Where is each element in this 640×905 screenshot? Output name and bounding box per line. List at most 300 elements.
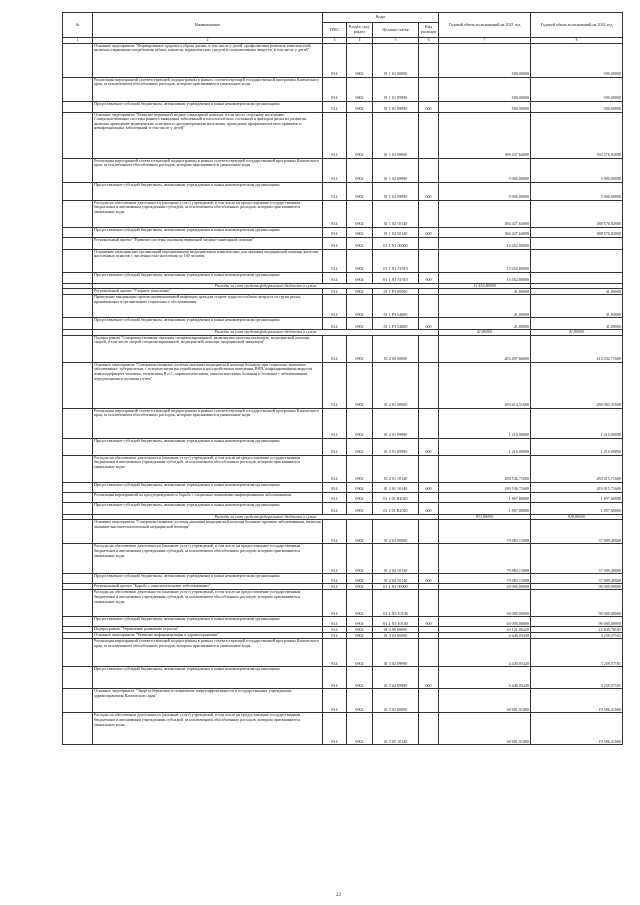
grbs-cell: 814 — [323, 249, 347, 272]
section-cell: 0902 — [347, 158, 373, 182]
target-article-cell: 01 1 02 00000 — [373, 112, 419, 158]
number-cell — [63, 544, 93, 574]
section-cell: 0902 — [347, 408, 373, 438]
expense-type-cell — [419, 335, 439, 362]
grbs-cell: 814 — [323, 713, 347, 745]
name-cell: Предоставление субсидий бюджетным, автономным учреждениям и иным некоммерческим организациям — [93, 502, 323, 514]
amount-2021-cell: 403 497,66600 — [439, 335, 531, 362]
section-cell: 0902 — [347, 289, 373, 295]
target-article-cell: 01 2 02 00000 — [373, 520, 419, 544]
name-cell: Предоставление субсидий бюджетным, автономным учреждениям и иным некоммерческим организациям — [93, 182, 323, 200]
target-article-cell: 01 3 05 10140 — [373, 713, 419, 745]
target-article-cell: 01 3 02 09990 — [373, 639, 419, 667]
target-article-cell: 01 2 01 00000 — [373, 362, 419, 408]
amount-2022-cell: 57 009,40000 — [531, 574, 623, 584]
grbs-cell: 814 — [323, 295, 347, 318]
expense-type-cell: 600 — [419, 502, 439, 514]
amount-2022-cell: 500,00000 — [531, 77, 623, 101]
grbs-cell: 814 — [323, 335, 347, 362]
number-cell — [63, 43, 93, 77]
name-cell: Предоставление субсидий бюджетным, автономным учреждениям и иным некоммерческим организациям — [93, 318, 323, 330]
expense-type-cell: 600 — [419, 438, 439, 455]
name-cell: Реализация мероприятий по предупреждению и борьбе с социально значимыми инфекционными заболеваниями — [93, 492, 323, 502]
amount-2022-cell: 283 015,71600 — [531, 482, 623, 492]
amount-2022-cell — [531, 237, 623, 249]
table-row — [63, 617, 623, 627]
header-vr: Вид расходов — [419, 23, 439, 38]
number-cell — [63, 639, 93, 667]
amount-2021-cell: 38 681,01000 — [439, 689, 531, 713]
amount-2022-cell: 1 210,00000 — [531, 408, 623, 438]
name-cell: Основное мероприятие "Энергосбережение и повышение энергоэффективности в государственных учреждениях здравоохранения Камчатского края" — [93, 689, 323, 713]
grbs-cell: 814 — [323, 112, 347, 158]
number-cell — [63, 318, 93, 330]
amount-2021-cell: 41,80000 — [439, 318, 531, 330]
index-cell: 1 — [63, 38, 93, 44]
table-row — [63, 272, 623, 283]
amount-2022-cell: 3 259,57181 — [531, 639, 623, 667]
name-cell: Реализация мероприятий соответствующей подпрограммы в рамках соответствующей государственной программы Камчатского края, за исключением обособленных расходов, которым присваиваются уникальные коды — [93, 158, 323, 182]
target-article-cell: 01 1 P3 54680 — [373, 295, 419, 318]
expense-type-cell — [419, 639, 439, 667]
grbs-cell: 814 — [323, 289, 347, 295]
section-cell: 0902 — [347, 627, 373, 633]
grbs-cell: 814 — [323, 617, 347, 627]
table-row — [63, 101, 623, 112]
amount-2021-cell: 5 000,00000 — [439, 158, 531, 182]
amount-2021-cell: 280 536,71600 — [439, 482, 531, 492]
margin-mark: · — [8, 538, 10, 543]
table-row — [63, 200, 623, 227]
grbs-cell: 814 — [323, 520, 347, 544]
header-number: № — [63, 13, 93, 38]
amount-2022-cell: 41,80000 — [531, 289, 623, 295]
expense-type-cell: 600 — [419, 272, 439, 283]
section-cell: 0902 — [347, 639, 373, 667]
name-cell: Предоставление субсидий бюджетным, автономным учреждениям и иным некоммерческим организациям — [93, 617, 323, 627]
grbs-cell: 814 — [323, 182, 347, 200]
expense-type-cell — [419, 295, 439, 318]
number-cell — [63, 112, 93, 158]
amount-2022-cell: 286 083,31600 — [531, 362, 623, 408]
table-row — [63, 237, 623, 249]
index-cell: 2 — [93, 38, 323, 44]
grbs-cell: 814 — [323, 574, 347, 584]
name-cell: Проведение вакцинации против пневмококковой инфекции граждан старше трудоспособного возраста из групп риска, проживающих в организациях социального обслуживания — [93, 295, 323, 318]
amount-2021-cell: 79 883,15000 — [439, 520, 531, 544]
section-cell: 0902 — [347, 633, 373, 639]
section-cell: 0902 — [347, 617, 373, 627]
header-2021: Годовой объем ассигнований на 2021 год — [439, 13, 531, 38]
number-cell — [63, 667, 93, 689]
number-cell — [63, 713, 93, 745]
target-article-cell: 01 1 N1 51910 — [373, 272, 419, 283]
section-cell: 0902 — [347, 77, 373, 101]
amount-2021-cell: 500,00000 — [439, 43, 531, 77]
grbs-cell: 814 — [323, 590, 347, 617]
name-cell: Подпрограмма "Совершенствование оказания специализированной, включая высокотехнологичную, медицинской помощи, скорой, в том числе скорой специализированной, медицинской помощи, медицинской эвакуации" — [93, 335, 323, 362]
table-row — [63, 318, 623, 330]
grbs-cell: 814 — [323, 502, 347, 514]
grbs-cell: 814 — [323, 227, 347, 237]
amount-2022-cell: 283 015,71600 — [531, 455, 623, 482]
section-cell: 0902 — [347, 318, 373, 330]
target-article-cell: 01 2 00 00000 — [373, 335, 419, 362]
target-article-cell: 01 3 02 00000 — [373, 633, 419, 639]
table-body — [63, 43, 623, 745]
amount-2022-cell: 90 000,00000 — [531, 584, 623, 590]
amount-2021-cell: 1 867,80000 — [439, 492, 531, 502]
expense-type-cell — [419, 200, 439, 227]
expense-type-cell — [419, 544, 439, 574]
amount-2021-cell: 41,80000 — [439, 330, 531, 336]
number-cell — [63, 237, 93, 249]
name-cell: Основное мероприятие "Формирование здорового образа жизни, в том числе у детей, профилактика развития зависимостей, включая сокращение потребления табака, алкоголя, наркотических средств и психоактивных веществ, в том числе у детей" — [93, 43, 323, 77]
amount-2022-cell: 90 000,00000 — [531, 617, 623, 627]
grbs-cell: 814 — [323, 639, 347, 667]
section-cell: 0902 — [347, 502, 373, 514]
table-row — [63, 182, 623, 200]
expense-type-cell — [419, 408, 439, 438]
expense-type-cell — [419, 362, 439, 408]
section-cell: 0902 — [347, 713, 373, 745]
amount-2021-cell: 5 000,00000 — [439, 182, 531, 200]
grbs-cell: 814 — [323, 482, 347, 492]
grbs-cell: 814 — [323, 584, 347, 590]
name-cell: Основное мероприятие "Развитие первичной медико-санитарной помощи, в том числе сельскому населению. Совершенствование системы раннего выявления заболеваний и патологических состояний и факторов риска их развития, включая проведение медицинских осмотров и диспансеризации населения, проведение профилактических прививок и неинфекционных заболеваний, в том числе у детей" — [93, 112, 323, 158]
amount-2021-cell: 79 883,15000 — [439, 574, 531, 584]
section-cell: 0902 — [347, 438, 373, 455]
target-article-cell: 01 3 05 00000 — [373, 689, 419, 713]
grbs-cell: 814 — [323, 438, 347, 455]
number-cell — [63, 438, 93, 455]
section-cell: 0902 — [347, 482, 373, 492]
header-section: Раздел, под-раздел — [347, 23, 373, 38]
number-cell — [63, 689, 93, 713]
grbs-cell: 814 — [323, 158, 347, 182]
index-cell: 6 — [419, 38, 439, 44]
table-row — [63, 713, 623, 745]
amount-2022-cell: 22 845,78181 — [531, 627, 623, 633]
header-codes: Коды — [323, 13, 439, 23]
section-cell: 0902 — [347, 689, 373, 713]
section-cell: 0902 — [347, 492, 373, 502]
section-cell: 0902 — [347, 335, 373, 362]
amount-2022-cell: 5 000,00000 — [531, 158, 623, 182]
grbs-cell: 814 — [323, 627, 347, 633]
budget-table — [62, 12, 623, 745]
name-cell: Основное мероприятие "Совершенствование системы оказания медицинской помощи больным при социально-значимых заболеваниях: туберкулезом, с психическими расстройствами и расстройствами поведения, ВИЧ, инфицированным вирусом иммунодефицита человека, гепатитами В и С, наркологическими, онкологическими больным и больным с заболеваниями, передающимися половым путем" — [93, 362, 323, 408]
target-article-cell: 01 1 02 09990 — [373, 182, 419, 200]
name-cell: Предоставление субсидий бюджетным, автономным учреждениям и иным некоммерческим организациям — [93, 438, 323, 455]
amount-2021-cell: 500,00000 — [439, 101, 531, 112]
amount-2021-cell: 4 440,05420 — [439, 633, 531, 639]
number-cell — [63, 101, 93, 112]
table-row — [63, 574, 623, 584]
number-cell — [63, 272, 93, 283]
target-article-cell: 01 1 02 09990 — [373, 158, 419, 182]
amount-2022-cell: 19 586,21000 — [531, 689, 623, 713]
target-article-cell: 01 2 N3 10140 — [373, 590, 419, 617]
name-cell: Реализация мероприятий соответствующей подпрограммы в рамках соответствующей государственной программы Камчатского края, за исключением обособленных расходов, которым присваиваются уникальные коды — [93, 639, 323, 667]
amount-2021-cell: 500,00000 — [439, 77, 531, 101]
target-article-cell: 01 2 N3 00000 — [373, 584, 419, 590]
number-cell — [63, 77, 93, 101]
section-cell: 0902 — [347, 584, 373, 590]
number-cell — [63, 335, 93, 362]
grbs-cell: 814 — [323, 362, 347, 408]
amount-2022-cell: 1 210,00000 — [531, 438, 623, 455]
amount-2021-cell: 4 440,05420 — [439, 667, 531, 689]
amount-2021-cell: 13 452,80000 — [439, 249, 531, 272]
amount-2021-cell: 79 883,15000 — [439, 544, 531, 574]
name-cell: Региональный проект "Развитие системы оказания первичной медико-санитарной помощи" — [93, 237, 323, 249]
expense-type-cell — [419, 590, 439, 617]
number-cell — [63, 182, 93, 200]
grbs-cell: 814 — [323, 408, 347, 438]
amount-2021-cell: 4 440,05420 — [439, 639, 531, 667]
table-row — [63, 590, 623, 617]
expense-type-cell: 600 — [419, 617, 439, 627]
amount-2022-cell: 500,00000 — [531, 101, 623, 112]
table-row — [63, 112, 623, 158]
target-article-cell: 01 1 01 09990 — [373, 101, 419, 112]
amount-2021-cell: 933,80000 — [439, 514, 531, 520]
amount-2021-cell: 40 000,00000 — [439, 617, 531, 627]
target-article-cell: 01 1 01 00000 — [373, 43, 419, 77]
section-cell: 0902 — [347, 101, 373, 112]
amount-2021-cell: 1 210,00000 — [439, 408, 531, 438]
amount-2021-cell: 40 000,00000 — [439, 590, 531, 617]
amount-2022-cell: 57 009,40000 — [531, 520, 623, 544]
index-cell: 7 — [439, 38, 531, 44]
table-row — [63, 502, 623, 514]
grbs-cell: 814 — [323, 667, 347, 689]
section-cell: 0902 — [347, 237, 373, 249]
amount-2022-cell: 41,80000 — [531, 318, 623, 330]
table-row — [63, 158, 623, 182]
amount-2021-cell: 40 000,00000 — [439, 584, 531, 590]
number-cell — [63, 617, 93, 627]
budget-table-sheet — [62, 12, 622, 745]
page-number: 22 — [336, 893, 341, 898]
target-article-cell: 01 2 01 10140 — [373, 482, 419, 492]
expense-type-cell: 600 — [419, 667, 439, 689]
name-cell: Предоставление субсидий бюджетным, автономным учреждениям и иным некоммерческим организациям — [93, 482, 323, 492]
number-cell — [63, 482, 93, 492]
name-cell: Подпрограмма "Управление развитием отрасли" — [93, 627, 323, 633]
section-cell: 0902 — [347, 43, 373, 77]
number-cell — [63, 574, 93, 584]
section-cell: 0902 — [347, 249, 373, 272]
amount-2022-cell: 1 857,60000 — [531, 502, 623, 514]
target-article-cell: 01 2 01 09990 — [373, 408, 419, 438]
section-cell: 0902 — [347, 272, 373, 283]
section-cell: 0902 — [347, 182, 373, 200]
amount-2021-cell: 280 536,71600 — [439, 455, 531, 482]
target-article-cell: 01 3 00 00000 — [373, 627, 419, 633]
index-cell: 3 — [323, 38, 347, 44]
name-cell: Расходы на обеспечение деятельности (оказание услуг) учреждений, в том числе на предоставление государственным бюджетным и автономным учреждениям субсидий, за исключением обособленных расходов, которым присваиваются уникальные коды — [93, 200, 323, 227]
section-cell: 0902 — [347, 112, 373, 158]
index-cell: 8 — [531, 38, 623, 44]
grbs-cell: 814 — [323, 237, 347, 249]
target-article-cell: 01 2 02 10140 — [373, 544, 419, 574]
target-article-cell: 01 2 02 10140 — [373, 574, 419, 584]
name-cell: Основное мероприятие "Совершенствование системы оказания медицинской помощи больным прочими заболеваниями, включая оказание высокотехнологичной медицинской помощи" — [93, 520, 323, 544]
section-cell: 0902 — [347, 200, 373, 227]
number-cell — [63, 158, 93, 182]
name-cell: Расходы на обеспечение деятельности (оказание услуг) учреждений, в том числе на предоставление государственным бюджетным и автономным учреждениям субсидий, за исключением обособленных расходов, которым присваиваются уникальные коды — [93, 544, 323, 574]
index-cell: 4 — [347, 38, 373, 44]
section-cell: 0902 — [347, 544, 373, 574]
table-row — [63, 43, 623, 77]
table-row — [63, 520, 623, 544]
expense-type-cell — [419, 237, 439, 249]
amount-2021-cell: 384 437,64000 — [439, 227, 531, 237]
amount-2021-cell: 13 452,80000 — [439, 237, 531, 249]
target-article-cell: 01 1 P3 54680 — [373, 318, 419, 330]
federal-funds-label: Расходы за счет средств федерального бюджета в сумме — [93, 514, 439, 520]
amount-2022-cell: 19 586,21000 — [531, 713, 623, 745]
number-cell — [63, 590, 93, 617]
amount-2021-cell: 38 681,01000 — [439, 713, 531, 745]
amount-2022-cell — [531, 249, 623, 272]
amount-2021-cell: 283 614,51600 — [439, 362, 531, 408]
section-cell: 0902 — [347, 590, 373, 617]
name-cell: Предоставление субсидий бюджетным, автономным учреждениям и иным некоммерческим организациям — [93, 574, 323, 584]
table-row — [63, 335, 623, 362]
table-row — [63, 77, 623, 101]
amount-2022-cell: 500,00000 — [531, 43, 623, 77]
table-row — [63, 408, 623, 438]
amount-2022-cell: 928,80000 — [531, 514, 623, 520]
grbs-cell: 814 — [323, 101, 347, 112]
expense-type-cell: 600 — [419, 574, 439, 584]
name-cell: Расходы на обеспечение деятельности (оказание услуг) учреждений, в том числе на предоставление государственным бюджетным и автономным учреждениям субсидий, за исключением обособленных расходов, которым присваиваются уникальные коды — [93, 455, 323, 482]
table-row — [63, 544, 623, 574]
name-cell: Предоставление субсидий бюджетным, автономным учреждениям и иным некоммерческим организациям — [93, 667, 323, 689]
target-article-cell: 01 1 N1 51910 — [373, 249, 419, 272]
number-cell — [63, 408, 93, 438]
section-cell: 0902 — [347, 362, 373, 408]
number-cell — [63, 295, 93, 318]
table-row — [63, 689, 623, 713]
table-row — [63, 362, 623, 408]
section-cell: 0902 — [347, 574, 373, 584]
number-cell — [63, 520, 93, 544]
expense-type-cell — [419, 158, 439, 182]
grbs-cell: 814 — [323, 200, 347, 227]
amount-2021-cell: 389 437,64000 — [439, 112, 531, 158]
target-article-cell: 01 2 01 09990 — [373, 438, 419, 455]
grbs-cell: 814 — [323, 318, 347, 330]
amount-2021-cell: 1 867,80000 — [439, 502, 531, 514]
name-cell: Расходы на обеспечение деятельности (оказание услуг) учреждений, в том числе на предоставление государственным бюджетным и автономным учреждениям субсидий, за исключением обособленных расходов, которым присваиваются уникальные коды — [93, 713, 323, 745]
target-article-cell: 01 2 N3 10140 — [373, 617, 419, 627]
table-row — [63, 492, 623, 502]
section-cell: 0902 — [347, 667, 373, 689]
amount-2021-cell: 41,80000 — [439, 289, 531, 295]
section-cell: 0902 — [347, 455, 373, 482]
federal-funds-label: Расходы за счет средств федерального бюджета в сумме — [93, 283, 439, 289]
table-row — [63, 482, 623, 492]
amount-2021-cell: 13 452,80000 — [439, 272, 531, 283]
name-cell: Предоставление субсидий бюджетным, автономным учреждениям и иным некоммерческим организациям — [93, 272, 323, 283]
number-cell — [63, 362, 93, 408]
target-article-cell: 01 3 02 09990 — [373, 667, 419, 689]
grbs-cell: 814 — [323, 492, 347, 502]
number-cell — [63, 227, 93, 237]
target-article-cell: 01 1 N1 00000 — [373, 237, 419, 249]
table-row — [63, 455, 623, 482]
grbs-cell: 814 — [323, 455, 347, 482]
number-cell — [63, 249, 93, 272]
header-2022: Годовой объем ассигнований на 2022 год — [531, 13, 623, 38]
grbs-cell: 814 — [323, 272, 347, 283]
amount-2022-cell: 1 857,60000 — [531, 492, 623, 502]
expense-type-cell: 600 — [419, 182, 439, 200]
expense-type-cell: 600 — [419, 318, 439, 330]
amount-2021-cell: 41,80000 — [439, 295, 531, 318]
grbs-cell: 814 — [323, 43, 347, 77]
table-row — [63, 227, 623, 237]
header-target: Целевая статья — [373, 23, 419, 38]
name-cell: Расходы на обеспечение деятельности (оказание услуг) учреждений, в том числе на предоставление государственным бюджетным и автономным учреждениям субсидий, за исключением обособленных расходов, которым присваиваются уникальные коды — [93, 590, 323, 617]
number-cell — [63, 200, 93, 227]
name-cell: Реализация мероприятий соответствующей подпрограммы в рамках соответствующей государственной программы Камчатского края, за исключением обособленных расходов, которым присваиваются уникальные коды — [93, 408, 323, 438]
expense-type-cell — [419, 249, 439, 272]
expense-type-cell — [419, 520, 439, 544]
section-cell: 0902 — [347, 227, 373, 237]
section-cell: 0902 — [347, 520, 373, 544]
amount-2022-cell: 57 009,40000 — [531, 544, 623, 574]
name-cell: Предоставление субсидий бюджетным, автономным учреждениям и иным некоммерческим организациям — [93, 101, 323, 112]
expense-type-cell — [419, 77, 439, 101]
header-name: Наименование — [93, 13, 323, 38]
table-row — [63, 249, 623, 272]
number-cell — [63, 502, 93, 514]
name-cell: Предоставление субсидий бюджетным, автономным учреждениям и иным некоммерческим организациям — [93, 227, 323, 237]
expense-type-cell — [419, 455, 439, 482]
amount-2022-cell: 3 259,57181 — [531, 633, 623, 639]
table-row — [63, 639, 623, 667]
grbs-cell: 814 — [323, 689, 347, 713]
amount-2021-cell: 384 437,64000 — [439, 200, 531, 227]
target-article-cell: 01 1 02 10140 — [373, 227, 419, 237]
amount-2022-cell: 413 032,71600 — [531, 335, 623, 362]
expense-type-cell — [419, 492, 439, 502]
expense-type-cell — [419, 43, 439, 77]
number-cell — [63, 492, 93, 502]
target-article-cell: 01 2 01 R2020 — [373, 492, 419, 502]
amount-2022-cell: 3 259,57181 — [531, 667, 623, 689]
grbs-cell: 814 — [323, 633, 347, 639]
amount-2022-cell: 388 576,82000 — [531, 227, 623, 237]
amount-2022-cell: 393 576,82000 — [531, 112, 623, 158]
header-grbs: ГРБС — [323, 23, 347, 38]
expense-type-cell — [419, 689, 439, 713]
table-row — [63, 295, 623, 318]
amount-2022-cell: 5 000,00000 — [531, 182, 623, 200]
expense-type-cell: 600 — [419, 482, 439, 492]
table-row — [63, 438, 623, 455]
amount-2022-cell: 41,80000 — [531, 295, 623, 318]
target-article-cell: 01 1 01 09990 — [373, 77, 419, 101]
federal-funds-label: Расходы за счет средств федерального бюджета в сумме — [93, 330, 439, 336]
expense-type-cell: 600 — [419, 101, 439, 112]
name-cell: Оснащение медицинских организаций передвижными медицинскими комплексами для оказания медицинской помощи жителям населенных пунктов с численностью населения до 100 человек — [93, 249, 323, 272]
